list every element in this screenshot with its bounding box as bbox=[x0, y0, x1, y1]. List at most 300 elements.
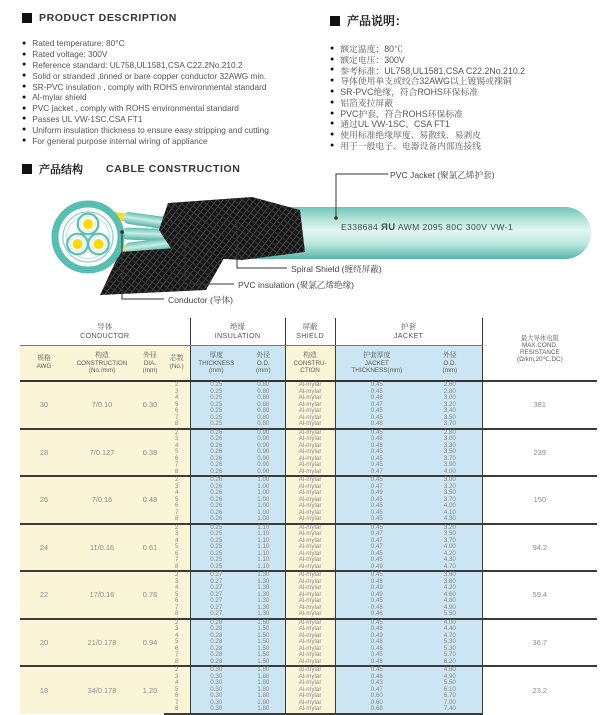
ins-thickness-cell: 0.30 bbox=[190, 666, 242, 674]
construction-cell: 7/0.10 bbox=[68, 381, 136, 429]
ins-thickness-cell: 0.25 bbox=[190, 421, 242, 429]
jacket-od-cell: 4.00 bbox=[418, 619, 482, 627]
jacket-od-cell: 4.00 bbox=[418, 503, 482, 510]
construction-cell: 11/0.16 bbox=[68, 524, 136, 572]
ins-thickness-cell: 0.25 bbox=[190, 551, 242, 558]
jacket-thickness-cell: 0.47 bbox=[335, 484, 418, 491]
section-title: 产品说明： bbox=[347, 14, 408, 28]
jacket-od-cell: 3.70 bbox=[418, 497, 482, 504]
cores-cell: 6 bbox=[164, 456, 190, 463]
ins-od-cell: 0.80 bbox=[242, 389, 285, 396]
bullet-icon: ● bbox=[22, 104, 27, 112]
jacket-thickness-cell: 0.48 bbox=[335, 436, 418, 443]
bullet-icon: ● bbox=[22, 72, 27, 80]
insulation-callout-label: PVC insulation (聚氯乙烯绝缘) bbox=[238, 280, 355, 290]
jacket-thickness-cell: 0.45 bbox=[335, 551, 418, 558]
jacket-thickness-cell: 0.45 bbox=[335, 449, 418, 456]
ins-od-cell: 1.00 bbox=[242, 497, 285, 504]
shield-cell: Al-mylar bbox=[285, 687, 335, 694]
ins-thickness-cell: 0.27 bbox=[190, 579, 242, 586]
black-square-bullet-icon bbox=[22, 13, 32, 23]
shield-cell: Al-mylar bbox=[285, 564, 335, 572]
shield-cell: Al-mylar bbox=[285, 666, 335, 674]
jacket-od-cell: 4.20 bbox=[418, 551, 482, 558]
jacket-od-cell: 4.30 bbox=[418, 516, 482, 524]
ins-thickness-cell: 0.28 bbox=[190, 646, 242, 653]
shield-cell: Al-mylar bbox=[285, 579, 335, 586]
list-item-text: 参考标准：UL758,UL1581,CSA C22.2No.210.2 bbox=[340, 65, 526, 76]
cores-cell: 6 bbox=[164, 693, 190, 700]
resistance-cell: 239 bbox=[482, 429, 597, 477]
shield-cell: Al-mylar bbox=[285, 605, 335, 612]
resistance-header: 最大导体电阻 MAX.COND. RESISTANCE (Ω/km,20℃,DC) bbox=[482, 318, 597, 381]
shield-cell: Al-mylar bbox=[285, 598, 335, 605]
cores-cell: 5 bbox=[164, 687, 190, 694]
jacket-thickness-cell: 0.46 bbox=[335, 605, 418, 612]
ins-od-cell: 1.00 bbox=[242, 490, 285, 497]
ins-od-cell: 1.10 bbox=[242, 524, 285, 532]
ins-thickness-cell: 0.26 bbox=[190, 436, 242, 443]
ins-thickness-cell: 0.26 bbox=[190, 449, 242, 456]
jacket-od-cell: 7.00 bbox=[418, 700, 482, 707]
list-item-text: 使用标准绝缘厚度、易散线、易剥皮 bbox=[340, 130, 481, 141]
bullet-icon: ● bbox=[330, 120, 335, 128]
jacket-od-cell: 4.90 bbox=[418, 674, 482, 681]
jacket-thickness-cell: 0.43 bbox=[335, 680, 418, 687]
cores-cell: 7 bbox=[164, 605, 190, 612]
resistance-cell: 36.7 bbox=[482, 619, 597, 667]
jacket-thickness-cell: 0.48 bbox=[335, 421, 418, 429]
cores-cell: 6 bbox=[164, 408, 190, 415]
jacket-od-cell: 2.80 bbox=[418, 429, 482, 437]
list-item-text: SR-PVC绝缘，符合ROHS环保标准 bbox=[340, 87, 479, 98]
ins-od-cell: 0.90 bbox=[242, 443, 285, 450]
jacket-od-cell: 5.30 bbox=[418, 639, 482, 646]
jacket-od-cell: 3.50 bbox=[418, 449, 482, 456]
ins-thickness-cell: 0.25 bbox=[190, 381, 242, 389]
cores-cell: 6 bbox=[164, 551, 190, 558]
ins-od-cell: 1.00 bbox=[242, 476, 285, 484]
resistance-cell: 381 bbox=[482, 381, 597, 429]
list-item-text: 额定电压：300V bbox=[340, 54, 405, 65]
bullet-icon: ● bbox=[22, 93, 27, 101]
jacket-thickness-cell: 0.47 bbox=[335, 687, 418, 694]
ins-thickness-cell: 0.27 bbox=[190, 598, 242, 605]
jacket-thickness-cell: 0.48 bbox=[335, 579, 418, 586]
ul-file-number: E338684 bbox=[341, 222, 379, 232]
spec-table bbox=[20, 318, 597, 715]
bullet-icon: ● bbox=[330, 55, 335, 63]
product-description-section bbox=[22, 12, 322, 146]
construction-cell: 7/0.127 bbox=[68, 429, 136, 477]
ins-od-cell: 1.80 bbox=[242, 666, 285, 674]
cores-cell: 3 bbox=[164, 674, 190, 681]
jacket-thickness-cell: 0.45 bbox=[335, 503, 418, 510]
ins-thickness-cell: 0.26 bbox=[190, 484, 242, 491]
jacket-od-cell: 3.60 bbox=[418, 571, 482, 579]
cores-cell: 8 bbox=[164, 659, 190, 667]
cores-cell: 5 bbox=[164, 592, 190, 599]
ins-od-cell: 0.90 bbox=[242, 469, 285, 477]
shield-cell: Al-mylar bbox=[285, 706, 335, 714]
ins-od-cell: 1.50 bbox=[242, 639, 285, 646]
ins-od-cell: 1.10 bbox=[242, 557, 285, 564]
jacket-thickness-cell: 0.45 bbox=[335, 516, 418, 524]
ins-thickness-cell: 0.26 bbox=[190, 469, 242, 477]
jacket-od-cell: 5.50 bbox=[418, 680, 482, 687]
bullet-icon: ● bbox=[330, 142, 335, 150]
jacket-od-cell: 3.30 bbox=[418, 443, 482, 450]
ins-thickness-cell: 0.30 bbox=[190, 706, 242, 714]
black-square-bullet-icon bbox=[330, 16, 340, 26]
ins-od-cell: 1.00 bbox=[242, 503, 285, 510]
construction-cell: 17/0.16 bbox=[68, 571, 136, 619]
cores-cell: 4 bbox=[164, 680, 190, 687]
jacket-thickness-cell: 0.45 bbox=[335, 462, 418, 469]
ul-recognized-mark-icon: ЯU bbox=[381, 222, 396, 233]
ins-od-cell: 1.30 bbox=[242, 611, 285, 619]
bullet-icon: ● bbox=[330, 44, 335, 52]
bullet-icon: ● bbox=[22, 61, 27, 69]
cores-cell: 8 bbox=[164, 469, 190, 477]
cores-cell: 8 bbox=[164, 516, 190, 524]
cross-section-core bbox=[78, 214, 99, 235]
ins-thickness-cell: 0.26 bbox=[190, 503, 242, 510]
jacket-thickness-cell: 0.48 bbox=[335, 443, 418, 450]
ins-thickness-cell: 0.30 bbox=[190, 700, 242, 707]
jacket-od-cell: 3.50 bbox=[418, 490, 482, 497]
list-item bbox=[22, 70, 322, 81]
shield-cell: Al-mylar bbox=[285, 659, 335, 667]
ins-thickness-cell: 0.28 bbox=[190, 626, 242, 633]
jacket-thickness-cell: 0.48 bbox=[335, 659, 418, 667]
sub-header: 构造 CONSTRU- CTION bbox=[285, 346, 335, 382]
shield-cell: Al-mylar bbox=[285, 700, 335, 707]
ins-od-cell: 1.10 bbox=[242, 531, 285, 538]
list-item bbox=[22, 124, 322, 135]
cross-section-core bbox=[88, 234, 109, 255]
jacket-od-cell: 3.00 bbox=[418, 436, 482, 443]
ins-od-cell: 1.50 bbox=[242, 659, 285, 667]
ins-thickness-cell: 0.27 bbox=[190, 571, 242, 579]
dia-cell: 0.30 bbox=[136, 381, 164, 429]
list-item-text: Solid or stranded ,tinned or bare copper conductor 32AWG min. bbox=[32, 70, 267, 81]
shield-cell: Al-mylar bbox=[285, 538, 335, 545]
ins-thickness-cell: 0.25 bbox=[190, 538, 242, 545]
jacket-thickness-cell: 0.45 bbox=[335, 571, 418, 579]
ins-od-cell: 1.80 bbox=[242, 674, 285, 681]
ins-thickness-cell: 0.26 bbox=[190, 462, 242, 469]
ins-thickness-cell: 0.25 bbox=[190, 408, 242, 415]
section-title: PRODUCT DESCRIPTION bbox=[39, 12, 177, 24]
bullet-icon: ● bbox=[330, 88, 335, 96]
jacket-od-cell: 3.80 bbox=[418, 579, 482, 586]
product-description-list bbox=[22, 38, 322, 146]
ins-thickness-cell: 0.30 bbox=[190, 693, 242, 700]
list-item-text: 额定温度：80℃ bbox=[340, 43, 403, 54]
ins-od-cell: 1.50 bbox=[242, 633, 285, 640]
list-item bbox=[330, 140, 598, 151]
cores-cell: 3 bbox=[164, 626, 190, 633]
jacket-thickness-cell: 0.45 bbox=[335, 524, 418, 532]
jacket-od-cell: 7.40 bbox=[418, 706, 482, 714]
cores-cell: 4 bbox=[164, 395, 190, 402]
list-item-text: For general purpose internal wiring of appliance bbox=[32, 135, 208, 146]
cores-cell: 4 bbox=[164, 633, 190, 640]
jacket-od-cell: 3.70 bbox=[418, 421, 482, 429]
jacket-od-cell: 4.60 bbox=[418, 592, 482, 599]
ins-thickness-cell: 0.25 bbox=[190, 557, 242, 564]
shield-cell: Al-mylar bbox=[285, 633, 335, 640]
cores-cell: 3 bbox=[164, 579, 190, 586]
list-item-text: 导体使用单支或绞合32AWG以上镀锡或裸铜 bbox=[340, 76, 512, 87]
cores-cell: 5 bbox=[164, 544, 190, 551]
jacket-thickness-cell: 0.68 bbox=[335, 706, 418, 714]
shield-cell: Al-mylar bbox=[285, 476, 335, 484]
shield-cell: Al-mylar bbox=[285, 611, 335, 619]
cores-cell: 6 bbox=[164, 646, 190, 653]
section-header bbox=[330, 12, 598, 29]
jacket-thickness-cell: 0.47 bbox=[335, 538, 418, 545]
jacket-od-cell: 3.50 bbox=[418, 531, 482, 538]
shield-cell: Al-mylar bbox=[285, 421, 335, 429]
group-header: 护套 JACKET bbox=[335, 318, 482, 346]
table-body bbox=[20, 381, 597, 714]
shield-cell: Al-mylar bbox=[285, 524, 335, 532]
jacket-thickness-cell: 0.45 bbox=[335, 381, 418, 389]
shield-cell: Al-mylar bbox=[285, 531, 335, 538]
list-item-text: 铝箔麦拉屏蔽 bbox=[340, 97, 394, 108]
cores-cell: 4 bbox=[164, 585, 190, 592]
ins-thickness-cell: 0.28 bbox=[190, 633, 242, 640]
cores-cell: 7 bbox=[164, 462, 190, 469]
group-header: 导体 CONDUCTOR bbox=[20, 318, 190, 346]
cable-print-text bbox=[341, 222, 571, 233]
list-item bbox=[22, 38, 322, 49]
ins-thickness-cell: 0.25 bbox=[190, 395, 242, 402]
cores-cell: 2 bbox=[164, 524, 190, 532]
shield-cell: Al-mylar bbox=[285, 680, 335, 687]
construction-title-en: CABLE CONSTRUCTION bbox=[106, 163, 241, 175]
ins-od-cell: 1.30 bbox=[242, 579, 285, 586]
ins-od-cell: 1.80 bbox=[242, 700, 285, 707]
cores-cell: 4 bbox=[164, 538, 190, 545]
ins-od-cell: 0.80 bbox=[242, 415, 285, 422]
bullet-icon: ● bbox=[22, 115, 27, 123]
ins-od-cell: 1.10 bbox=[242, 551, 285, 558]
list-item bbox=[22, 135, 322, 146]
ins-od-cell: 0.80 bbox=[242, 381, 285, 389]
jacket-od-cell: 4.20 bbox=[418, 585, 482, 592]
ins-od-cell: 1.30 bbox=[242, 598, 285, 605]
shield-cell: Al-mylar bbox=[285, 571, 335, 579]
cores-cell: 7 bbox=[164, 700, 190, 707]
construction-cell: 21/0.178 bbox=[68, 619, 136, 667]
shield-cell: Al-mylar bbox=[285, 429, 335, 437]
jacket-od-cell: 4.00 bbox=[418, 544, 482, 551]
bullet-icon: ● bbox=[22, 39, 27, 47]
ins-thickness-cell: 0.25 bbox=[190, 524, 242, 532]
cores-cell: 5 bbox=[164, 497, 190, 504]
ins-od-cell: 1.00 bbox=[242, 516, 285, 524]
cores-cell: 2 bbox=[164, 666, 190, 674]
section-header bbox=[22, 12, 322, 24]
cross-section-core bbox=[67, 234, 88, 255]
ins-od-cell: 1.80 bbox=[242, 706, 285, 714]
jacket-thickness-cell: 0.45 bbox=[335, 652, 418, 659]
jacket-od-cell: 4.80 bbox=[418, 598, 482, 605]
cores-cell: 2 bbox=[164, 476, 190, 484]
cable-cross-section bbox=[55, 204, 121, 270]
shield-cell: Al-mylar bbox=[285, 408, 335, 415]
cores-cell: 4 bbox=[164, 490, 190, 497]
conductor-callout-label: Conductor (导体) bbox=[168, 295, 233, 305]
shield-cell: Al-mylar bbox=[285, 544, 335, 551]
shield-cell: Al-mylar bbox=[285, 402, 335, 409]
ins-od-cell: 1.50 bbox=[242, 652, 285, 659]
shield-cell: Al-mylar bbox=[285, 626, 335, 633]
shield-cell: Al-mylar bbox=[285, 674, 335, 681]
awg-cell: 30 bbox=[20, 381, 68, 429]
jacket-thickness-cell: 0.45 bbox=[335, 557, 418, 564]
ins-thickness-cell: 0.26 bbox=[190, 456, 242, 463]
bullet-icon: ● bbox=[330, 131, 335, 139]
jacket-od-cell: 3.00 bbox=[418, 476, 482, 484]
ins-od-cell: 1.50 bbox=[242, 646, 285, 653]
jacket-thickness-cell: 0.49 bbox=[335, 490, 418, 497]
cores-cell: 7 bbox=[164, 510, 190, 517]
group-header: 屏蔽 SHIELD bbox=[285, 318, 335, 346]
ins-thickness-cell: 0.28 bbox=[190, 659, 242, 667]
sub-header: 外径 O.D. (mm) bbox=[418, 346, 482, 382]
jacket-thickness-cell: 0.45 bbox=[335, 510, 418, 517]
shield-callout-label: Spiral Shield (缠绕屏蔽) bbox=[291, 264, 382, 274]
awg-cell: 26 bbox=[20, 476, 68, 524]
ins-od-cell: 0.90 bbox=[242, 429, 285, 437]
list-item-text: Reference standard: UL758,UL1581,CSA C22.2No.210.2 bbox=[32, 59, 243, 70]
jacket-od-cell: 3.40 bbox=[418, 408, 482, 415]
cores-cell: 5 bbox=[164, 449, 190, 456]
ins-od-cell: 0.90 bbox=[242, 456, 285, 463]
list-item-text: Rated voltage: 300V bbox=[32, 49, 108, 60]
jacket-thickness-cell: 0.47 bbox=[335, 402, 418, 409]
cores-cell: 8 bbox=[164, 421, 190, 429]
sub-header: 厚度 THICKNESS (mm) bbox=[190, 346, 242, 382]
shield-cell: Al-mylar bbox=[285, 592, 335, 599]
cores-cell: 5 bbox=[164, 639, 190, 646]
ins-thickness-cell: 0.26 bbox=[190, 510, 242, 517]
ins-od-cell: 0.80 bbox=[242, 395, 285, 402]
ins-od-cell: 1.00 bbox=[242, 510, 285, 517]
jacket-od-cell: 3.70 bbox=[418, 456, 482, 463]
cores-cell: 2 bbox=[164, 381, 190, 389]
dia-cell: 0.76 bbox=[136, 571, 164, 619]
cores-cell: 7 bbox=[164, 557, 190, 564]
jacket-thickness-cell: 0.45 bbox=[335, 389, 418, 396]
shield-cell: Al-mylar bbox=[285, 652, 335, 659]
jacket-thickness-cell: 0.45 bbox=[335, 666, 418, 674]
product-description-zh-list bbox=[330, 43, 598, 151]
jacket-od-cell: 6.70 bbox=[418, 693, 482, 700]
ins-od-cell: 0.80 bbox=[242, 408, 285, 415]
list-item bbox=[22, 103, 322, 114]
jacket-od-cell: 4.30 bbox=[418, 557, 482, 564]
ins-od-cell: 1.50 bbox=[242, 619, 285, 627]
list-item bbox=[22, 49, 322, 60]
list-item bbox=[22, 60, 322, 71]
jacket-thickness-cell: 0.49 bbox=[335, 585, 418, 592]
jacket-thickness-cell: 0.47 bbox=[335, 544, 418, 551]
shield-cell: Al-mylar bbox=[285, 503, 335, 510]
cable-rating-text: AWM 2095 80C 300V VW-1 bbox=[397, 222, 514, 232]
dia-cell: 1.20 bbox=[136, 666, 164, 714]
product-description-zh-section bbox=[330, 12, 598, 151]
shield-cell: Al-mylar bbox=[285, 462, 335, 469]
ins-thickness-cell: 0.27 bbox=[190, 605, 242, 612]
ins-od-cell: 1.30 bbox=[242, 571, 285, 579]
cores-cell: 3 bbox=[164, 436, 190, 443]
jacket-thickness-cell: 0.45 bbox=[335, 619, 418, 627]
list-item-text: 用于一般电子、电器设备内部连接线 bbox=[340, 141, 481, 152]
list-item-text: SR-PVC insulation , comply with ROHS environmental standard bbox=[32, 81, 267, 92]
ins-od-cell: 1.30 bbox=[242, 605, 285, 612]
dia-cell: 0.61 bbox=[136, 524, 164, 572]
cable-diagram bbox=[0, 160, 603, 320]
awg-cell: 20 bbox=[20, 619, 68, 667]
cores-cell: 3 bbox=[164, 531, 190, 538]
jacket-od-cell: 4.70 bbox=[418, 564, 482, 572]
cores-cell: 6 bbox=[164, 598, 190, 605]
jacket-thickness-cell: 0.48 bbox=[335, 646, 418, 653]
list-item bbox=[22, 114, 322, 125]
jacket-thickness-cell: 0.49 bbox=[335, 633, 418, 640]
jacket-thickness-cell: 0.47 bbox=[335, 469, 418, 477]
awg-cell: 28 bbox=[20, 429, 68, 477]
bullet-icon: ● bbox=[22, 83, 27, 91]
list-item bbox=[22, 81, 322, 92]
ins-thickness-cell: 0.25 bbox=[190, 389, 242, 396]
ins-thickness-cell: 0.25 bbox=[190, 544, 242, 551]
ins-od-cell: 1.10 bbox=[242, 564, 285, 572]
ins-thickness-cell: 0.26 bbox=[190, 443, 242, 450]
jacket-od-cell: 5.50 bbox=[418, 611, 482, 619]
jacket-thickness-cell: 0.60 bbox=[335, 700, 418, 707]
shield-cell: Al-mylar bbox=[285, 449, 335, 456]
shield-cell: Al-mylar bbox=[285, 646, 335, 653]
list-item-text: 通过UL VW-1SC、CSA FT1 bbox=[340, 119, 450, 130]
ins-thickness-cell: 0.28 bbox=[190, 619, 242, 627]
jacket-callout-label: PVC Jacket (聚氯乙烯护套) bbox=[390, 170, 495, 180]
shield-cell: Al-mylar bbox=[285, 436, 335, 443]
list-item-text: PVC护套，符合ROHS环保标准 bbox=[340, 108, 463, 119]
jacket-thickness-cell: 0.46 bbox=[335, 674, 418, 681]
jacket-thickness-cell: 0.46 bbox=[335, 611, 418, 619]
jacket-od-cell: 4.40 bbox=[418, 626, 482, 633]
ins-thickness-cell: 0.25 bbox=[190, 531, 242, 538]
awg-cell: 24 bbox=[20, 524, 68, 572]
shield-cell: Al-mylar bbox=[285, 415, 335, 422]
jacket-od-cell: 2.80 bbox=[418, 389, 482, 396]
cores-cell: 8 bbox=[164, 564, 190, 572]
jacket-od-cell: 3.00 bbox=[418, 395, 482, 402]
jacket-thickness-cell: 0.45 bbox=[335, 497, 418, 504]
shield-cell: Al-mylar bbox=[285, 551, 335, 558]
list-item-text: Uniform insulation thickness to ensure easy stripping and cutting bbox=[32, 124, 269, 135]
jacket-thickness-cell: 0.45 bbox=[335, 415, 418, 422]
cores-cell: 8 bbox=[164, 611, 190, 619]
ins-od-cell: 1.10 bbox=[242, 544, 285, 551]
jacket-od-cell: 3.20 bbox=[418, 484, 482, 491]
